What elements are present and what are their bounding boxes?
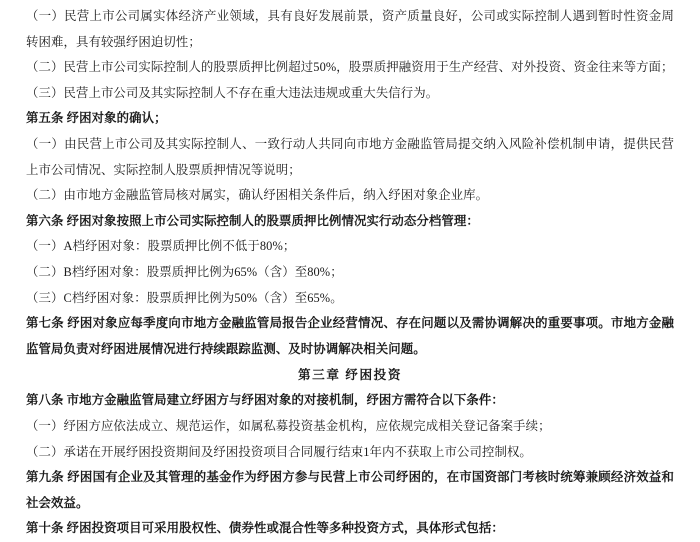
paragraph-1: （一）民营上市公司属实体经济产业领域，具有良好发展前景，资产质量良好，公司或实际控制人遇到暂时性资金周转困难，具有较强纾困迫切性； bbox=[26, 9, 674, 49]
paragraph-9: （一）纾困方应依法成立、规范运作，如属私募投资基金机构，应依规完成相关登记备案手续； bbox=[26, 418, 551, 433]
article-heading-7: 第七条 纾困对象应每季度向市地方金融监管局报告企业经营情况、存在问题以及需协调解决的重要事项。市地方金融监管局负责对纾困进展情况进行持续跟踪监测、及时协调解决相关问题。 bbox=[26, 316, 674, 356]
article-heading-6: 第六条 纾困对象按照上市公司实际控制人的股票质押比例情况实行动态分档管理： bbox=[26, 213, 479, 228]
paragraph-10: （二）承诺在开展纾困投资期间及纾困投资项目合同履行结束1年内不获取上市公司控制权。 bbox=[26, 444, 532, 459]
article-heading-9: 第九条 纾困国有企业及其管理的基金作为纾困方参与民营上市公司纾困的，在市国资部门考核时统筹兼顾经济效益和社会效益。 bbox=[26, 470, 674, 510]
paragraph-8: （三）C档纾困对象：股票质押比例为50%（含）至65%。 bbox=[26, 290, 343, 305]
paragraph-5: （二）由市地方金融监管局核对属实，确认纾困相关条件后，纳入纾困对象企业库。 bbox=[26, 188, 489, 203]
article-heading-8: 第八条 市地方金融监管局建立纾困方与纾困对象的对接机制，纾困方需符合以下条件： bbox=[26, 393, 504, 408]
paragraph-2: （二）民营上市公司实际控制人的股票质押比例超过50%，股票质押融资用于生产经营、对外投资、资金往来等方面； bbox=[26, 60, 674, 75]
paragraph-6: （一）A档纾困对象：股票质押比例不低于80%； bbox=[26, 239, 296, 254]
paragraph-7: （二）B档纾困对象：股票质押比例为65%（含）至80%； bbox=[26, 264, 343, 279]
article-heading-5: 第五条 纾困对象的确认； bbox=[26, 111, 167, 126]
chapter-heading-3: 第三章 纾困投资 bbox=[297, 368, 403, 383]
paragraph-3: （三）民营上市公司及其实际控制人不存在重大违法违规或重大失信行为。 bbox=[26, 85, 439, 100]
paragraph-4: （一）由民营上市公司及其实际控制人、一致行动人共同向市地方金融监管局提交纳入风险补偿机制申请，提供民营上市公司情况、实际控制人股票质押情况等说明； bbox=[26, 136, 674, 177]
article-heading-10: 第十条 纾困投资项目可采用股权性、债券性或混合性等多种投资方式，具体形式包括： bbox=[26, 521, 504, 536]
